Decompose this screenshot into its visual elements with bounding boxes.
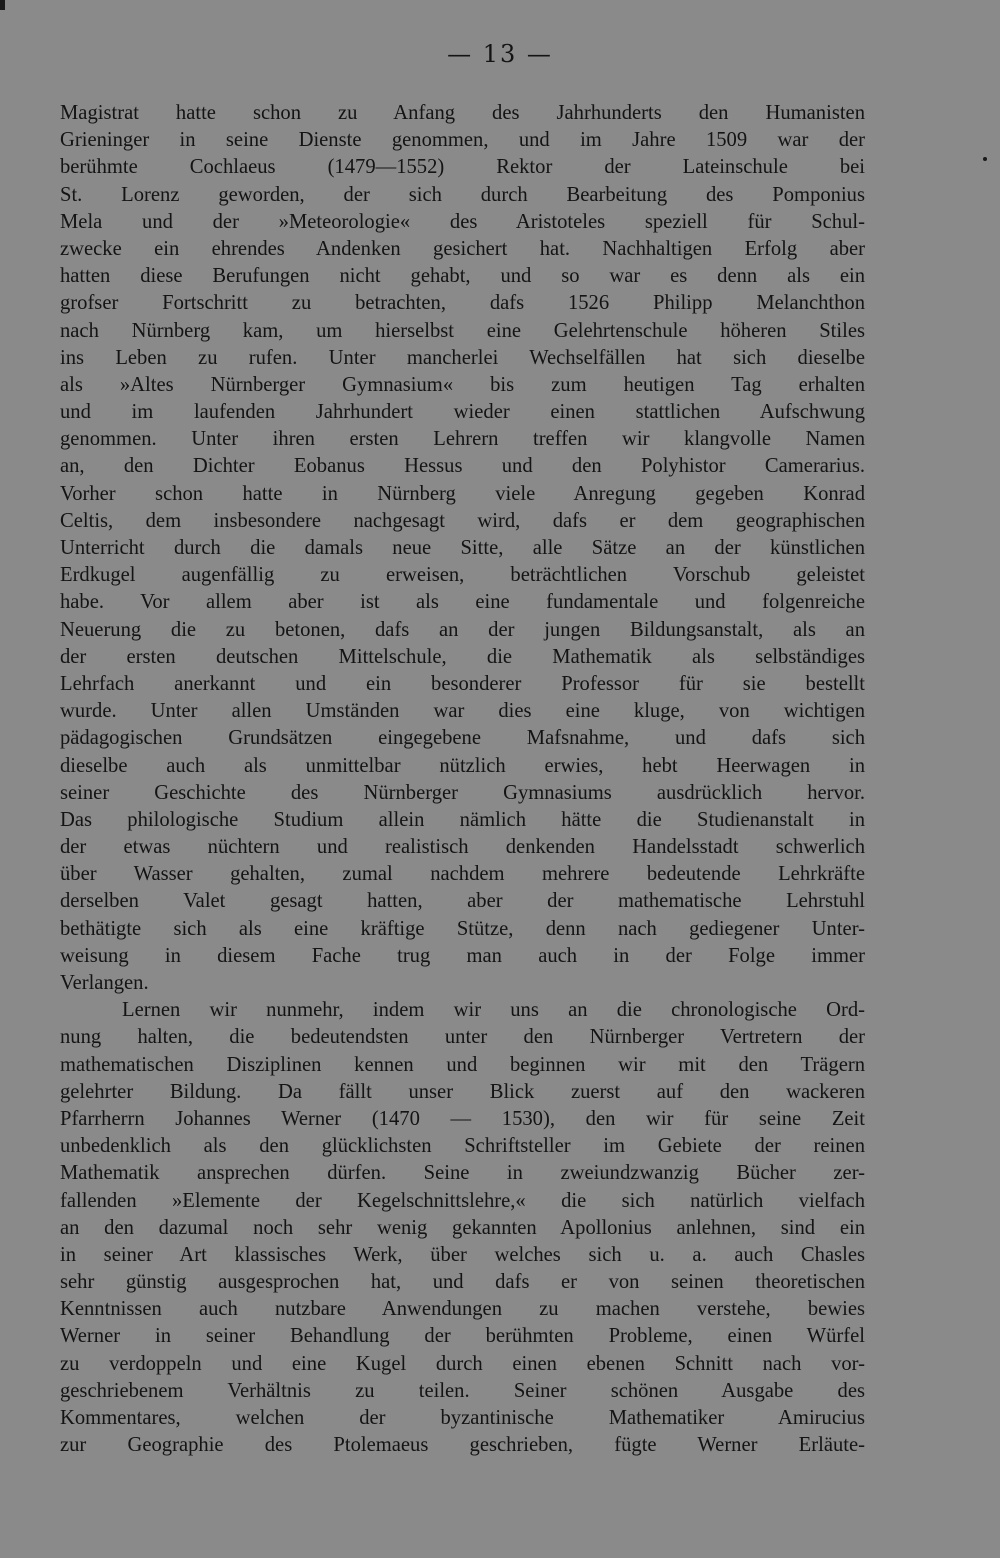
text-line: über Wasser gehalten, zumal nachdem mehrere bedeutende Lehrkräfte — [60, 863, 865, 886]
text-line: habe. Vor allem aber ist als eine fundamentale und folgenreiche — [60, 591, 865, 614]
text-line: und im laufenden Jahrhundert wieder einen stattlichen Aufschwung — [60, 401, 865, 424]
text-line: zwecke ein ehrendes Andenken gesichert hat. Nachhaltigen Erfolg aber — [60, 237, 865, 260]
text-line: in seiner Art klassisches Werk, über welches sich u. a. auch Chasles — [60, 1243, 865, 1266]
body-text — [60, 100, 865, 1459]
text-line: Grieninger in seine Dienste genommen, und im Jahre 1509 war der — [60, 129, 865, 152]
text-line: genommen. Unter ihren ersten Lehrern treffen wir klangvolle Namen — [60, 428, 865, 451]
text-line: Lehrfach anerkannt und ein besonderer Professor für sie bestellt — [60, 672, 865, 695]
text-line: nung halten, die bedeutendsten unter den Nürnberger Vertretern der — [60, 1026, 865, 1049]
text-line: ins Leben zu rufen. Unter mancherlei Wechselfällen hat sich dieselbe — [60, 346, 865, 369]
text-line: Neuerung die zu betonen, dafs an der jungen Bildungsanstalt, als an — [60, 618, 865, 641]
text-line: Celtis, dem insbesondere nachgesagt wird, dafs er dem geographischen — [60, 509, 865, 532]
text-line: fallenden »Elemente der Kegelschnittslehre,« die sich natürlich vielfach — [60, 1189, 865, 1212]
text-line: geschriebenem Verhältnis zu teilen. Seiner schönen Ausgabe des — [60, 1379, 865, 1402]
text-line: mathematischen Disziplinen kennen und beginnen wir mit den Trägern — [60, 1053, 865, 1076]
text-line: Unterricht durch die damals neue Sitte, alle Sätze an der künstlichen — [60, 537, 865, 559]
text-line: grofser Fortschritt zu betrachten, dafs 1526 Philipp Melanchthon — [60, 292, 865, 315]
text-line: Mathematik ansprechen dürfen. Seine in zweiundzwanzig Bücher zer- — [60, 1162, 865, 1185]
text-line: wurde. Unter allen Umständen war dies eine kluge, von wichtigen — [60, 700, 865, 723]
text-line: zur Geographie des Ptolemaeus geschrieben, fügte Werner Erläute- — [60, 1434, 865, 1457]
scan-corner-mark — [0, 0, 5, 10]
page-number: — 13 — — [447, 40, 553, 68]
text-line: St. Lorenz geworden, der sich durch Bearbeitung des Pomponius — [60, 183, 865, 206]
text-line: gelehrter Bildung. Da fällt unser Blick zuerst auf den wackeren — [60, 1080, 865, 1103]
text-line: an, den Dichter Eobanus Hessus und den Polyhistor Camerarius. — [60, 455, 865, 478]
text-line: bethätigte sich als eine kräftige Stütze, denn nach gediegener Unter- — [60, 917, 865, 940]
text-line: Verlangen. — [60, 972, 149, 994]
text-line: Mela und der »Meteorologie« des Aristoteles speziell für Schul- — [60, 210, 865, 233]
text-line: Pfarrherrn Johannes Werner (1470 — 1530), den wir für seine Zeit — [60, 1107, 865, 1130]
text-line: sehr günstig ausgesprochen hat, und dafs er von seinen theoretischen — [60, 1271, 865, 1294]
text-line: Erdkugel augenfällig zu erweisen, beträchtlichen Vorschub geleistet — [60, 564, 865, 587]
text-line: berühmte Cochlaeus (1479—1552) Rektor der Lateinschule bei — [60, 156, 865, 179]
text-line: seiner Geschichte des Nürnberger Gymnasiums ausdrücklich hervor. — [60, 781, 865, 804]
text-line: pädagogischen Grundsätzen eingegebene Mafsnahme, und dafs sich — [60, 727, 865, 750]
text-line: Lernen wir nunmehr, indem wir uns an die chronologische Ord- — [122, 999, 865, 1022]
text-line: als »Altes Nürnberger Gymnasium« bis zum heutigen Tag erhalten — [60, 373, 865, 396]
text-line: Werner in seiner Behandlung der berühmten Probleme, einen Würfel — [60, 1325, 865, 1348]
text-line: Magistrat hatte schon zu Anfang des Jahrhunderts den Humanisten — [60, 102, 865, 124]
text-line: dieselbe auch als unmittelbar nützlich erwies, hebt Heerwagen in — [60, 754, 865, 777]
text-line: Vorher schon hatte in Nürnberg viele Anregung gegeben Konrad — [60, 482, 865, 505]
text-line: der etwas nüchtern und realistisch denkenden Handelsstadt schwerlich — [60, 836, 865, 859]
text-line: hatten diese Berufungen nicht gehabt, und so war es denn als ein — [60, 265, 865, 288]
text-line: nach Nürnberg kam, um hierselbst eine Gelehrtenschule höheren Stiles — [60, 319, 865, 342]
text-line: zu verdoppeln und eine Kugel durch einen ebenen Schnitt nach vor- — [60, 1352, 865, 1375]
text-line: Das philologische Studium allein nämlich hätte die Studienanstalt in — [60, 808, 865, 831]
text-line: derselben Valet gesagt hatten, aber der mathematische Lehrstuhl — [60, 890, 865, 913]
text-line: an den dazumal noch sehr wenig gekannten Apollonius anlehnen, sind ein — [60, 1216, 865, 1239]
text-line: unbedenklich als den glücklichsten Schriftsteller im Gebiete der reinen — [60, 1135, 865, 1158]
text-line: Kenntnissen auch nutzbare Anwendungen zu machen verstehe, bewies — [60, 1298, 865, 1321]
scan-speck — [983, 157, 987, 161]
text-line: weisung in diesem Fache trug man auch in der Folge immer — [60, 944, 865, 967]
text-line: Kommentares, welchen der byzantinische Mathematiker Amirucius — [60, 1407, 865, 1429]
text-line: der ersten deutschen Mittelschule, die Mathematik als selbständiges — [60, 645, 865, 668]
